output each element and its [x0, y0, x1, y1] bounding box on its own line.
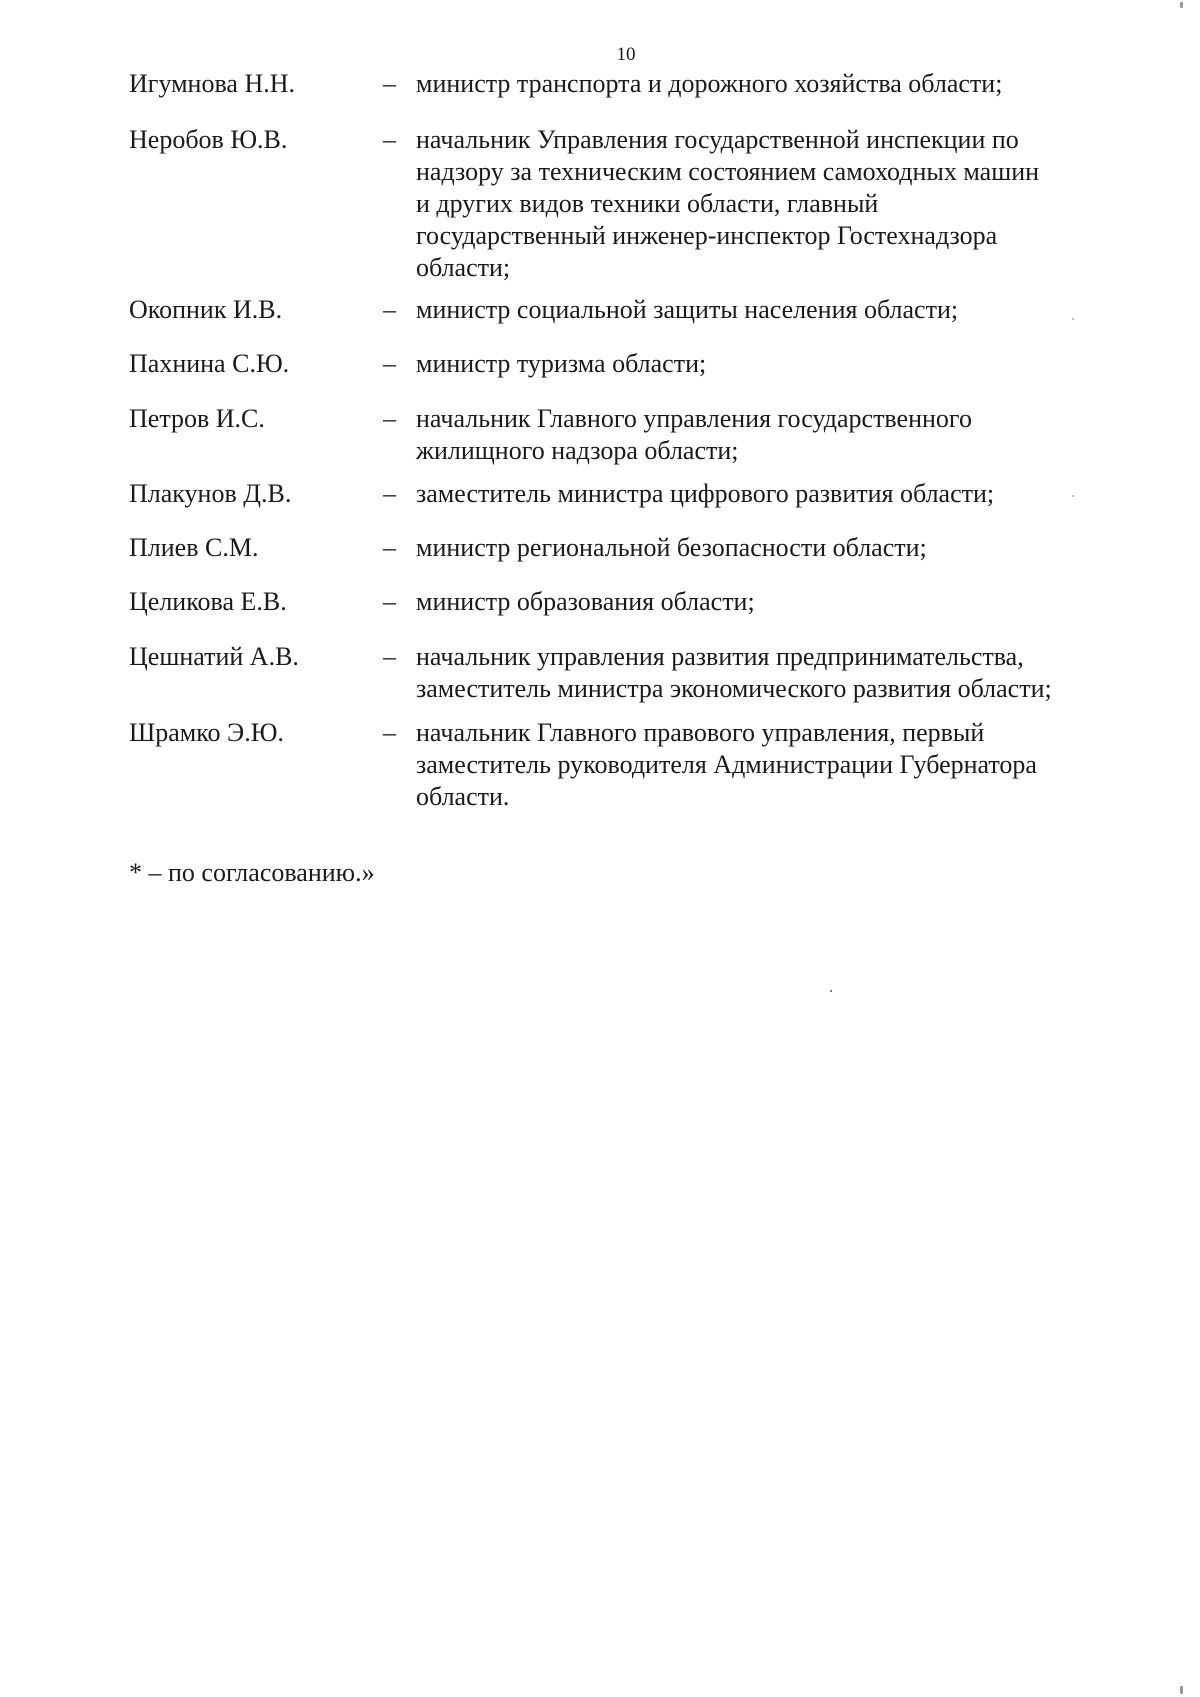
position-line: министр социальной защиты населения области;: [416, 295, 959, 324]
member-position: [416, 348, 1156, 380]
member-name: Цешнатий А.В.: [129, 642, 299, 671]
dash-separator: –: [383, 404, 396, 433]
member-name: Петров И.С.: [129, 404, 265, 433]
page-number: 10: [616, 44, 636, 65]
member-name: Шрамко Э.Ю.: [129, 718, 284, 747]
member-position: [416, 586, 1156, 618]
member-position: [416, 294, 1156, 326]
scan-speck: [1180, 2, 1183, 8]
position-line: заместитель министра экономического развития области;: [416, 674, 1052, 703]
position-line: министр образования области;: [416, 587, 755, 616]
member-name: Игумнова Н.Н.: [129, 69, 295, 98]
position-line: государственный инженер-инспектор Гостехнадзора: [416, 221, 998, 250]
member-position: [416, 717, 1156, 813]
member-position: [416, 68, 1156, 100]
member-position: [416, 641, 1156, 705]
position-line: заместитель министра цифрового развития области;: [416, 479, 995, 508]
dash-separator: –: [383, 587, 396, 616]
position-line: жилищного надзора области;: [416, 436, 739, 465]
member-name: Целикова Е.В.: [129, 587, 287, 616]
scan-speck: [1072, 318, 1074, 320]
position-line: заместитель руководителя Администрации Губернатора: [416, 750, 1037, 779]
member-name: Неробов Ю.В.: [129, 125, 288, 154]
position-line: начальник Управления государственной инспекции по: [416, 125, 1019, 154]
dash-separator: –: [383, 69, 396, 98]
member-name: Окопник И.В.: [129, 295, 283, 324]
dash-separator: –: [383, 479, 396, 508]
position-line: области.: [416, 782, 510, 811]
member-position: [416, 403, 1156, 467]
scan-speck: [830, 990, 832, 992]
dash-separator: –: [383, 642, 396, 671]
member-position: [416, 532, 1156, 564]
position-line: начальник управления развития предпринимательства,: [416, 642, 1024, 671]
position-line: начальник Главного правового управления, первый: [416, 718, 985, 747]
member-name: Пахнина С.Ю.: [129, 349, 290, 378]
scan-speck: [1072, 495, 1074, 497]
position-line: и других видов техники области, главный: [416, 189, 879, 218]
dash-separator: –: [383, 125, 396, 154]
member-position: [416, 478, 1156, 510]
position-line: министр транспорта и дорожного хозяйства области;: [416, 69, 1003, 98]
position-line: начальник Главного управления государственного: [416, 404, 972, 433]
member-position: [416, 124, 1156, 284]
member-name: Плакунов Д.В.: [129, 479, 292, 508]
dash-separator: –: [383, 349, 396, 378]
position-line: министр региональной безопасности области;: [416, 533, 927, 562]
position-line: министр туризма области;: [416, 349, 707, 378]
footnote: * – по согласованию.»: [129, 858, 375, 887]
dash-separator: –: [383, 533, 396, 562]
position-line: надзору за техническим состоянием самоходных машин: [416, 157, 1040, 186]
dash-separator: –: [383, 295, 396, 324]
member-name: Плиев С.М.: [129, 533, 259, 562]
position-line: области;: [416, 253, 511, 282]
scan-speck: [1180, 1686, 1183, 1694]
dash-separator: –: [383, 718, 396, 747]
